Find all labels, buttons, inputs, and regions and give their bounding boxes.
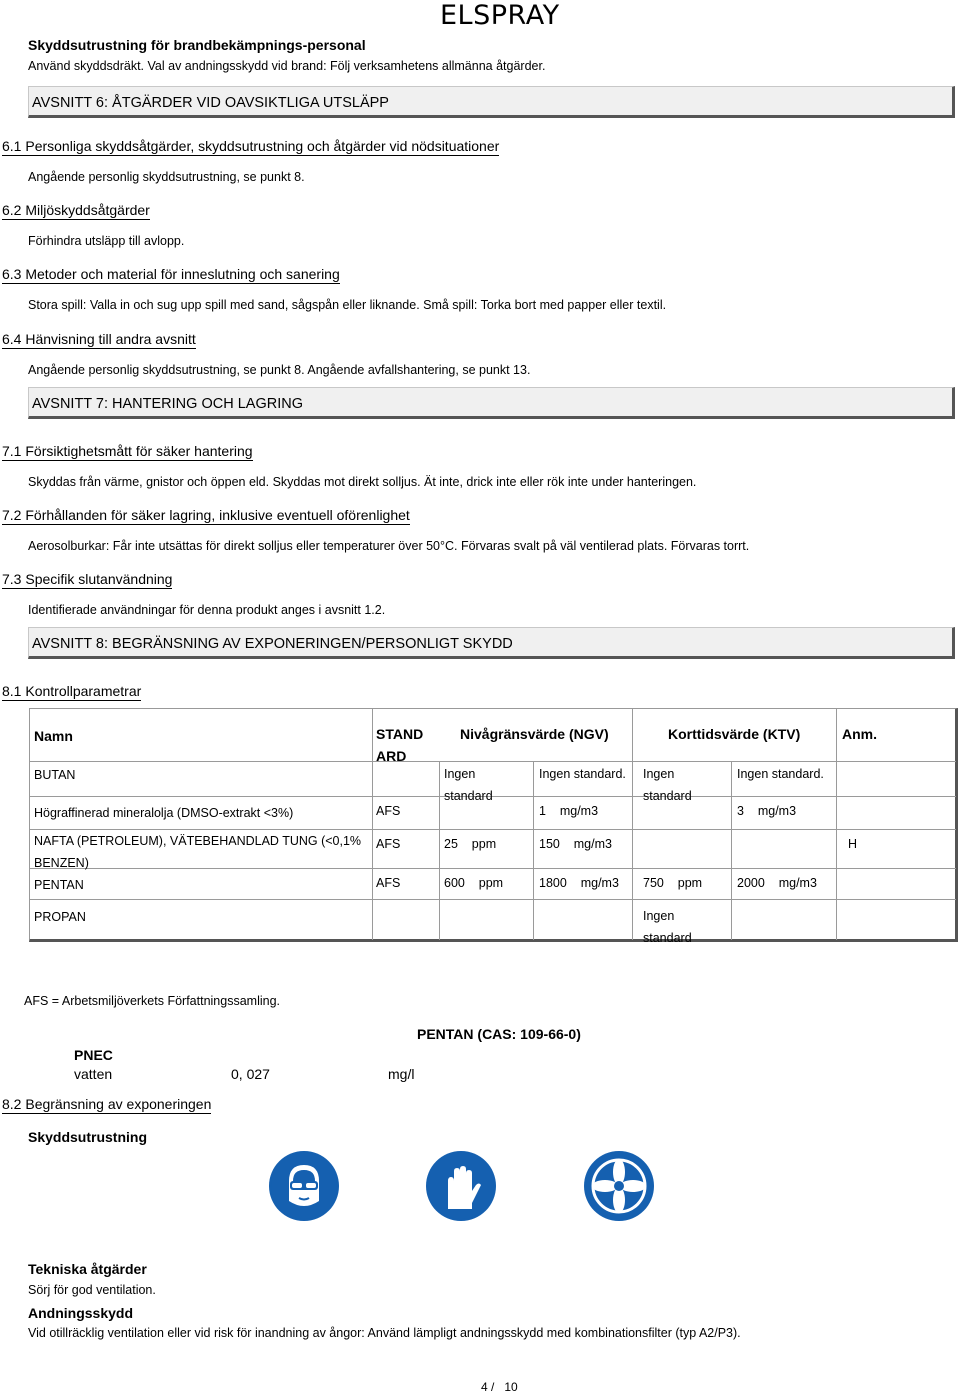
- subsection-6-4-text: Angående personlig skyddsutrustning, se punkt 8. Angående avfallshantering, se punkt 13.: [28, 363, 531, 377]
- section-7-banner: [28, 387, 955, 419]
- table-row-butan-ktv-ppm: Ingen standard: [643, 767, 692, 803]
- technical-measures-heading: Tekniska åtgärder: [28, 1261, 147, 1277]
- table-row-pentan-ktv-mg: 2000 mg/m3: [737, 876, 817, 890]
- page-number: 4 / 10: [481, 1380, 518, 1394]
- pnec-medium: vatten: [74, 1066, 113, 1082]
- table-row-butan-ngv-ppm: Ingen standard: [444, 767, 493, 803]
- section-6-banner: [28, 86, 955, 118]
- table-row-nafta-ngv-mg: 150 mg/m3: [539, 837, 612, 851]
- table-row-nafta-name: NAFTA (PETROLEUM), VÄTEBEHANDLAD TUNG (<0,1% BENZEN): [34, 834, 362, 870]
- subsection-7-2-text: Aerosolburkar: Får inte utsättas för direkt solljus eller temperaturer över 50°C. Förvaras svalt på väl ventilerad plats. Förvaras torrt.: [28, 539, 750, 553]
- brand-title: ELSPRAY: [440, 0, 560, 31]
- face-shield-icon: [269, 1151, 339, 1221]
- table-row-nafta-standard: AFS: [376, 837, 401, 851]
- header-standard: STANDARD: [376, 726, 424, 764]
- table-row-pentan-name: PENTAN: [34, 878, 84, 892]
- table-row-propan-ktv-ppm: Ingen standard: [643, 909, 692, 945]
- subsection-7-1-text: Skyddas från värme, gnistor och öppen eld. Skyddas mot direkt solljus. Ät inte, drick inte eller rök inte under hanteringen.: [28, 475, 697, 489]
- firefighter-ppe-heading: Skyddsutrustning för brandbekämpnings-personal: [28, 37, 366, 53]
- ventilation-fan-icon: [584, 1151, 654, 1221]
- table-row-pentan-standard: AFS: [376, 876, 401, 890]
- header-ktv: Korttidsvärde (KTV): [668, 726, 801, 742]
- subsection-6-1-title: 6.1 Personliga skyddsåtgärder, skyddsutrustning och åtgärder vid nödsituationer: [2, 138, 500, 154]
- table-row-mineral-oil-ngv-mg: 1 mg/m3: [539, 804, 599, 818]
- protective-gloves-icon: [426, 1151, 496, 1221]
- subsection-8-1-title: 8.1 Kontrollparametrar: [2, 683, 142, 699]
- pnec-unit: mg/l: [388, 1066, 415, 1082]
- table-row-butan-ktv-mg: Ingen standard.: [737, 767, 824, 781]
- table-row-nafta-ngv-ppm: 25 ppm: [444, 837, 497, 851]
- section-6-title: AVSNITT 6: ÅTGÄRDER VID OAVSIKTLIGA UTSLÄPP: [32, 95, 389, 111]
- section-8-banner: [28, 627, 955, 659]
- subsection-7-3-title: 7.3 Specifik slutanvändning: [2, 571, 173, 587]
- table-row-propan-name: PROPAN: [34, 910, 86, 924]
- pnec-value: 0, 027: [231, 1066, 270, 1082]
- section-7-title: AVSNITT 7: HANTERING OCH LAGRING: [32, 396, 303, 412]
- subsection-7-2-title: 7.2 Förhållanden för säker lagring, inklusive eventuell oförenlighet: [2, 507, 410, 523]
- table-row-mineral-oil-standard: AFS: [376, 804, 401, 818]
- section-8-title: AVSNITT 8: BEGRÄNSNING AV EXPONERINGEN/PERSONLIGT SKYDD: [32, 636, 513, 652]
- header-remark: Anm.: [842, 726, 877, 742]
- subsection-7-1-title: 7.1 Försiktighetsmått för säker hantering: [2, 443, 253, 459]
- table-row-pentan-ngv-mg: 1800 mg/m3: [539, 876, 619, 890]
- table-row-butan-name: BUTAN: [34, 768, 76, 782]
- table-row-nafta-remark: H: [848, 837, 858, 851]
- table-row-pentan-ktv-ppm: 750 ppm: [643, 876, 703, 890]
- subsection-6-4-title: 6.4 Hänvisning till andra avsnitt: [2, 331, 196, 347]
- subsection-6-2-text: Förhindra utsläpp till avlopp.: [28, 234, 185, 248]
- pnec-substance: PENTAN (CAS: 109-66-0): [417, 1026, 581, 1042]
- pnec-label: PNEC: [74, 1047, 113, 1063]
- respiratory-text: Vid otillräcklig ventilation eller vid risk för inandning av ångor: Använd lämpligt andningsskydd med kombinationsfilter (typ A2/P3).: [28, 1326, 741, 1340]
- subsection-8-2-title: 8.2 Begränsning av exponeringen: [2, 1096, 212, 1112]
- table-row-butan-ngv-mg: Ingen standard.: [539, 767, 626, 781]
- subsection-7-3-text: Identifierade användningar för denna produkt anges i avsnitt 1.2.: [28, 603, 386, 617]
- subsection-6-3-title: 6.3 Metoder och material för inneslutning och sanering: [2, 266, 340, 282]
- header-name: Namn: [34, 728, 73, 744]
- subsection-6-1-text: Angående personlig skyddsutrustning, se punkt 8.: [28, 170, 305, 184]
- subsection-6-3-text: Stora spill: Valla in och sug upp spill med sand, sågspån eller liknande. Små spill: Torka bort med papper eller textil.: [28, 298, 667, 312]
- exposure-limits-table: [29, 708, 958, 945]
- afs-note: AFS = Arbetsmiljöverkets Författningssamling.: [24, 994, 280, 1008]
- ppe-heading: Skyddsutrustning: [28, 1129, 148, 1145]
- table-row-mineral-oil-name: Högraffinerad mineralolja (DMSO-extrakt <3%): [34, 806, 294, 820]
- firefighter-ppe-text: Använd skyddsdräkt. Val av andningsskydd vid brand: Följ verksamhetens allmänna åtgärder.: [28, 59, 546, 73]
- header-ngv: Nivågränsvärde (NGV): [460, 726, 609, 742]
- respiratory-heading: Andningsskydd: [28, 1305, 134, 1321]
- technical-measures-text: Sörj för god ventilation.: [28, 1283, 156, 1297]
- subsection-6-2-title: 6.2 Miljöskyddsåtgärder: [2, 202, 150, 218]
- table-row-mineral-oil-ktv-mg: 3 mg/m3: [737, 804, 797, 818]
- table-row-pentan-ngv-ppm: 600 ppm: [444, 876, 504, 890]
